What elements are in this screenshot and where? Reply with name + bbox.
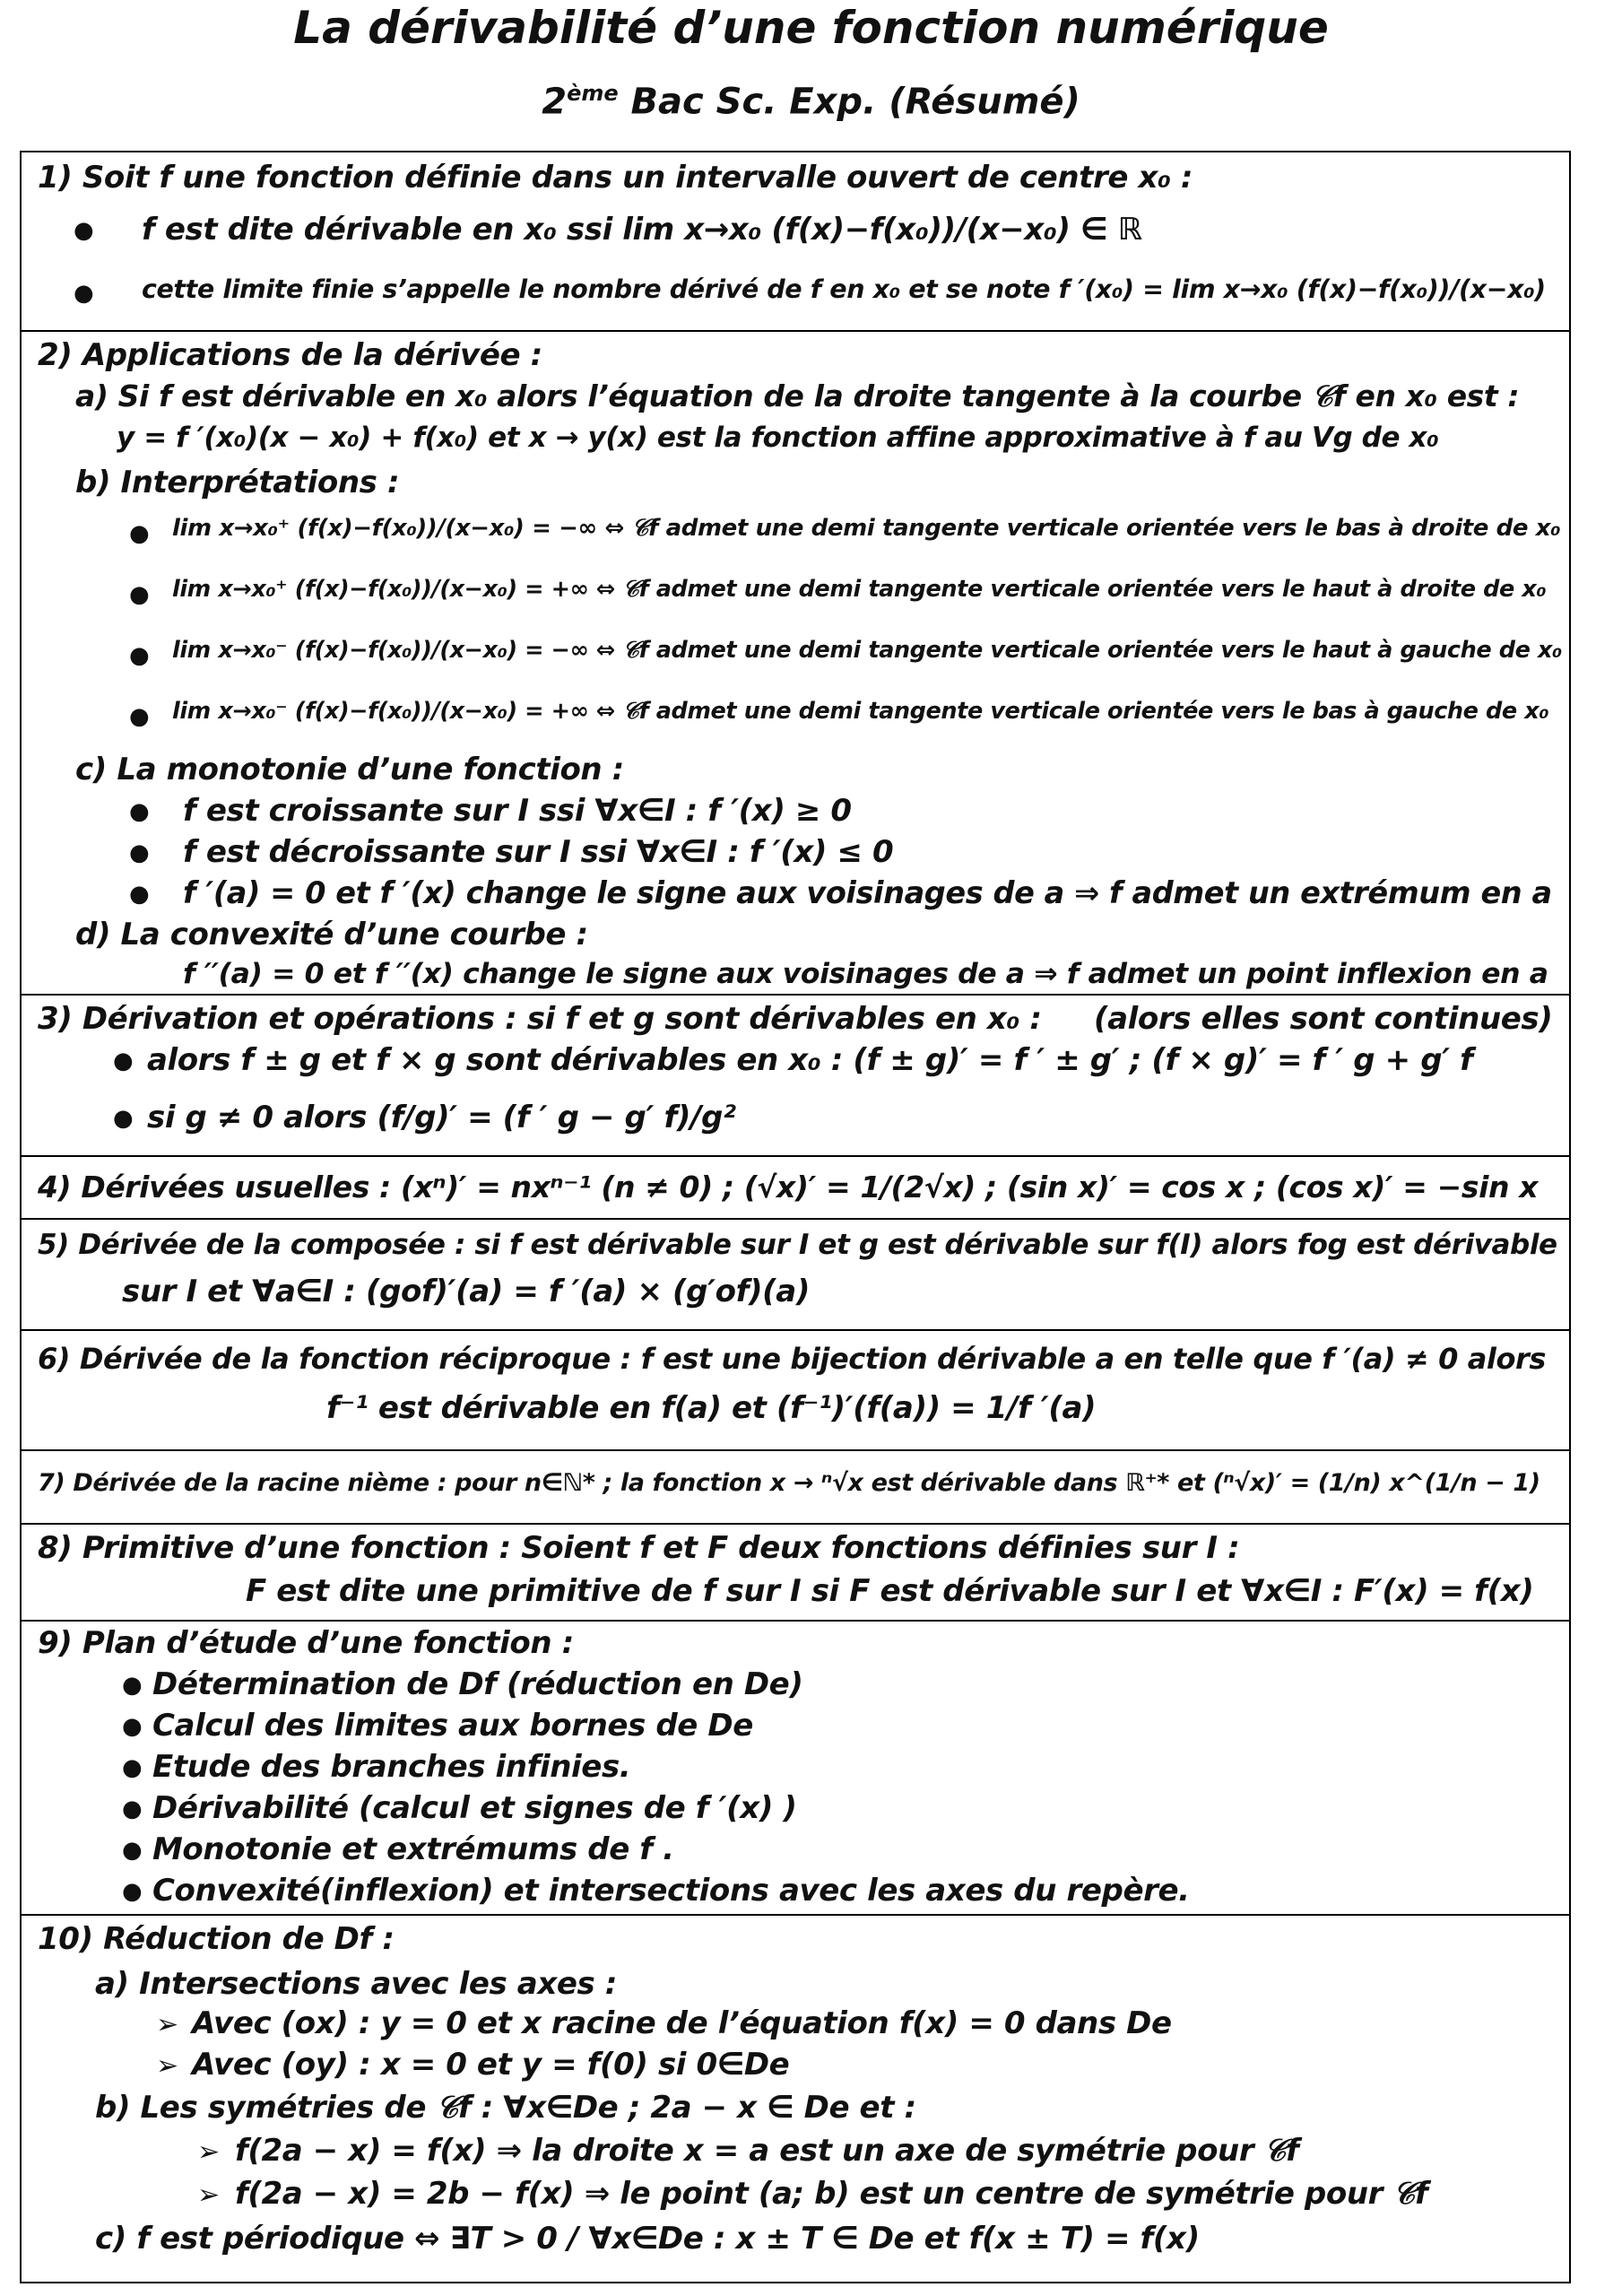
section-1-box: [20, 151, 1571, 332]
s8-line-1: 8) Primitive d’une fonction : Soient f et F deux fonctions définies sur I :: [38, 1530, 1240, 1566]
s1-heading: 1) Soit f une fonction définie dans un intervalle ouvert de centre x₀ :: [38, 160, 1193, 196]
arrow-bullet-icon: ➢: [197, 2136, 221, 2168]
bullet-icon: ●: [74, 217, 94, 244]
s10-b-1: f(2a − x) = f(x) ⇒ la droite x = a est un axe de symétrie pour 𝒞f: [235, 2133, 1299, 2169]
section-8-box: [20, 1523, 1571, 1622]
s9-item-6: Convexité(inflexion) et intersections avec les axes du repère.: [152, 1873, 1190, 1909]
s3-heading-note: (alors elles sont continues): [1094, 1001, 1553, 1037]
section-4-box: [20, 1155, 1571, 1220]
s8-line-2: F est dite une primitive de f sur I si F est dérivable sur I et ∀x∈I : F′(x) = f(x): [246, 1573, 1534, 1609]
bullet-icon: ●: [74, 280, 94, 307]
s9-item-4: Dérivabilité (calcul et signes de f ′(x) ): [152, 1790, 797, 1826]
section-6-box: [20, 1329, 1571, 1451]
section-7-box: [20, 1449, 1571, 1525]
s9-item-3: Etude des branches infinies.: [152, 1749, 631, 1785]
bullet-icon: ●: [122, 1837, 143, 1864]
s10-a-heading: a) Intersections avec les axes :: [95, 1966, 618, 2002]
s10-a-1: Avec (ox) : y = 0 et x racine de l’équation f(x) = 0 dans De: [192, 2005, 1172, 2041]
s2-interpretation-1: lim x→x₀⁺ (f(x)−f(x₀))/(x−x₀) = −∞ ⇔ 𝒞f admet une demi tangente verticale orientée vers le bas à droite de x₀: [172, 515, 1561, 542]
bullet-icon: ●: [129, 642, 150, 669]
bullet-icon: ●: [122, 1672, 143, 1699]
bullet-icon: ●: [129, 839, 150, 866]
s2-d-heading: d) La convexité d’une courbe :: [75, 917, 588, 952]
section-3-box: [20, 994, 1571, 1157]
s2-interpretation-3: lim x→x₀⁻ (f(x)−f(x₀))/(x−x₀) = −∞ ⇔ 𝒞f admet une demi tangente verticale orientée vers le haut à gauche de x₀: [172, 637, 1562, 664]
s2-a-line1: a) Si f est dérivable en x₀ alors l’équation de la droite tangente à la courbe 𝒞f en x₀ est :: [75, 378, 1520, 413]
s10-b-heading: b) Les symétries de 𝒞f : ∀x∈De ; 2a − x ∈ De et :: [95, 2090, 916, 2126]
section-5-box: [20, 1218, 1571, 1331]
document-title: La dérivabilité d’une fonction numérique: [293, 2, 1329, 54]
s10-heading: 10) Réduction de Df :: [38, 1921, 395, 1957]
s3-bullet-2: si g ≠ 0 alors (f/g)′ = (f ′ g − g′ f)/g²: [147, 1100, 736, 1135]
s9-heading: 9) Plan d’étude d’une fonction :: [38, 1625, 574, 1661]
arrow-bullet-icon: ➢: [197, 2179, 221, 2211]
bullet-icon: ●: [129, 798, 150, 825]
section-10-box: [20, 1914, 1571, 2283]
s6-line-2: f⁻¹ est dérivable en f(a) et (f⁻¹)′(f(a)) = 1/f ′(a): [326, 1390, 1097, 1426]
s10-b-2: f(2a − x) = 2b − f(x) ⇒ le point (a; b) est un centre de symétrie pour 𝒞f: [235, 2176, 1428, 2212]
s2-interpretation-2: lim x→x₀⁺ (f(x)−f(x₀))/(x−x₀) = +∞ ⇔ 𝒞f admet une demi tangente verticale orientée vers le haut à droite de x₀: [172, 576, 1547, 603]
document-subtitle: [0, 81, 1622, 122]
s2-a-line2: y = f ′(x₀)(x − x₀) + f(x₀) et x → y(x) est la fonction affine approximative à f au Vg de x₀: [117, 422, 1439, 454]
s9-item-2: Calcul des limites aux bornes de De: [152, 1708, 753, 1744]
bullet-icon: ●: [129, 881, 150, 908]
section-2-box: [20, 330, 1571, 996]
s9-item-5: Monotonie et extrémums de f .: [152, 1831, 674, 1867]
arrow-bullet-icon: ➢: [156, 2050, 179, 2082]
s2-heading: 2) Applications de la dérivée :: [38, 337, 542, 373]
s2-interpretation-4: lim x→x₀⁻ (f(x)−f(x₀))/(x−x₀) = +∞ ⇔ 𝒞f admet une demi tangente verticale orientée vers le bas à gauche de x₀: [172, 698, 1549, 725]
s2-c-3: f ′(a) = 0 et f ′(x) change le signe aux voisinages de a ⇒ f admet un extrémum en a: [183, 875, 1552, 910]
s2-b-heading: b) Interprétations :: [75, 465, 400, 500]
bullet-icon: ●: [129, 581, 150, 608]
bullet-icon: ●: [113, 1048, 134, 1074]
bullet-icon: ●: [122, 1754, 143, 1781]
s3-heading: 3) Dérivation et opérations : si f et g sont dérivables en x₀ :: [38, 1001, 1042, 1037]
s9-item-1: Détermination de Df (réduction en De): [152, 1666, 803, 1702]
s4-line: 4) Dérivées usuelles : (xⁿ)′ = nxⁿ⁻¹ (n ≠ 0) ; (√x)′ = 1/(2√x) ; (sin x)′ = cos x ; (cos x)′ = −sin x: [38, 1170, 1539, 1205]
bullet-icon: ●: [113, 1105, 134, 1132]
subtitle-sup: ème: [567, 81, 619, 106]
s1-bullet-1: f est dite dérivable en x₀ ssi lim x→x₀ (f(x)−f(x₀))/(x−x₀) ∈ ℝ: [142, 212, 1142, 248]
bullet-icon: ●: [122, 1878, 143, 1905]
subtitle-rest: Bac Sc. Exp. (Résumé): [618, 81, 1080, 123]
bullet-icon: ●: [129, 703, 150, 730]
s5-line-2: sur I et ∀a∈I : (gof)′(a) = f ′(a) × (g′of)(a): [122, 1274, 810, 1309]
s3-bullet-1: alors f ± g et f × g sont dérivables en x₀ : (f ± g)′ = f ′ ± g′ ; (f × g)′ = f ′ g + g′ f: [147, 1042, 1473, 1078]
s10-a-2: Avec (oy) : x = 0 et y = f(0) si 0∈De: [192, 2047, 790, 2083]
s2-c-1: f est croissante sur I ssi ∀x∈I : f ′(x) ≥ 0: [183, 793, 852, 829]
bullet-icon: ●: [122, 1713, 143, 1740]
s2-c-2: f est décroissante sur I ssi ∀x∈I : f ′(x) ≤ 0: [183, 834, 894, 870]
section-9-box: [20, 1620, 1571, 1916]
arrow-bullet-icon: ➢: [156, 2009, 179, 2040]
bullet-icon: ●: [122, 1796, 143, 1822]
s1-bullet-2: cette limite finie s’appelle le nombre dérivé de f en x₀ et se note f ′(x₀) = lim x→x₀ (f(x)−f(x₀))/(x−x₀): [142, 274, 1546, 304]
bullet-icon: ●: [129, 520, 150, 547]
s7-line: 7) Dérivée de la racine nième : pour n∈ℕ* ; la fonction x → ⁿ√x est dérivable dans ℝ⁺* et (ⁿ√x)′ = (1/n) x^(1/n − 1): [38, 1469, 1540, 1497]
s5-line-1: 5) Dérivée de la composée : si f est dérivable sur I et g est dérivable sur f(I) alors fog est dérivable: [38, 1229, 1557, 1261]
s6-line-1: 6) Dérivée de la fonction réciproque : f est une bijection dérivable a en telle que f ′(a) ≠ 0 alors: [38, 1342, 1547, 1376]
s2-c-heading: c) La monotonie d’une fonction :: [75, 752, 624, 787]
s2-d-1: f ′′(a) = 0 et f ′′(x) change le signe aux voisinages de a ⇒ f admet un point inflexion en a: [183, 958, 1548, 990]
subtitle-level: 2: [542, 81, 568, 123]
s10-c: c) f est périodique ⇔ ∃T > 0 / ∀x∈De : x ± T ∈ De et f(x ± T) = f(x): [95, 2221, 1200, 2257]
